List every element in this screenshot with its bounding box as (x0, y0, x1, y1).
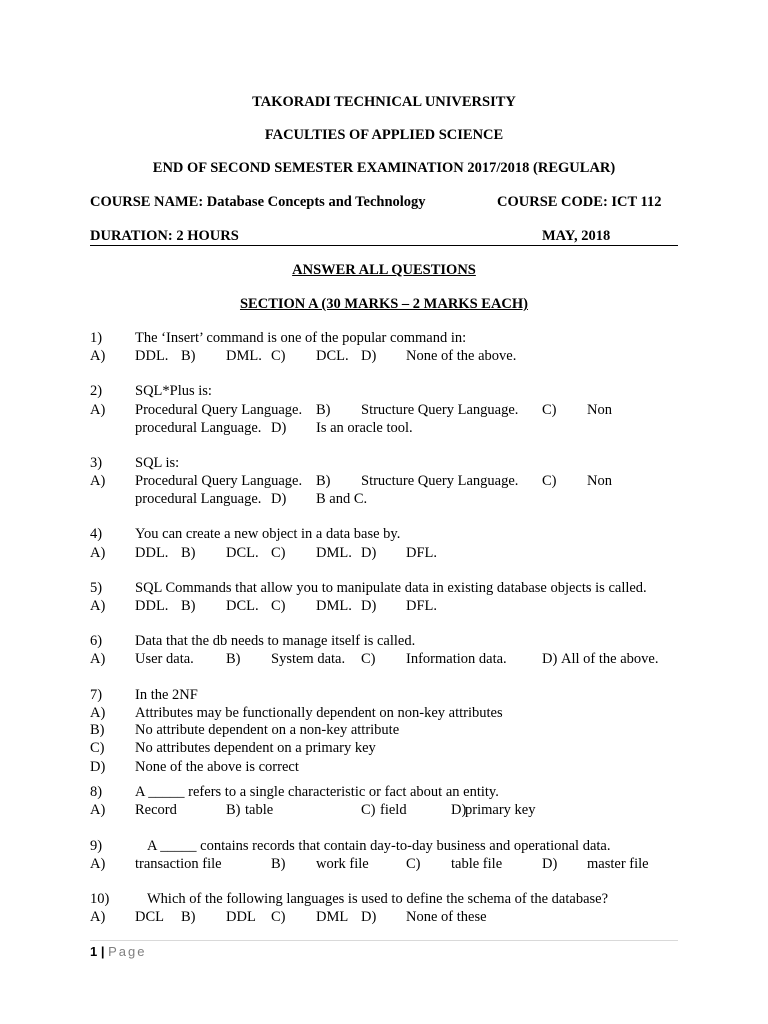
option-text: None of the above. (406, 348, 517, 364)
university-title: TAKORADI TECHNICAL UNIVERSITY (252, 94, 516, 110)
option-label: B) (181, 545, 196, 561)
option-label: A) (90, 802, 106, 818)
option-label: D) (361, 348, 377, 364)
option-label: D) (271, 420, 287, 436)
option-label: B) (271, 856, 286, 872)
option-text: DDL (226, 909, 256, 925)
option-label: C) (361, 651, 376, 667)
option-label: C) (406, 856, 421, 872)
option-text: table file (451, 856, 503, 872)
question-text: The ‘Insert’ command is one of the popular command in: (135, 330, 467, 346)
option-text: field (380, 802, 407, 818)
option-label: B) (181, 909, 196, 925)
question-number: 9) (90, 838, 103, 854)
option-label: D) (90, 759, 106, 775)
option-label: A) (90, 402, 106, 418)
option-text: Non (587, 402, 612, 418)
option-text: Is an oracle tool. (316, 420, 413, 436)
option-label: A) (90, 651, 106, 667)
option-label: D) (542, 651, 558, 667)
option-label: D) (271, 491, 287, 507)
option-label: A) (90, 348, 106, 364)
option-label: C) (361, 802, 376, 818)
question-text: A _____ contains records that contain day-to-day business and operational data. (147, 838, 611, 854)
option-text: DML. (316, 545, 352, 561)
option-label: D) (361, 909, 377, 925)
duration: DURATION: 2 HOURS (90, 228, 239, 244)
question-number: 4) (90, 526, 103, 542)
question-number: 2) (90, 383, 103, 399)
section-title: SECTION A (30 MARKS – 2 MARKS EACH) (239, 296, 528, 312)
option-label: A) (90, 473, 106, 489)
option-text: primary key (465, 802, 536, 818)
option-text: DML. (316, 598, 352, 614)
option-text: DDL. (135, 348, 169, 364)
question-number: 8) (90, 784, 103, 800)
header-divider (90, 245, 678, 246)
option-label: C) (542, 473, 557, 489)
question-text: Which of the following languages is used to define the schema of the database? (147, 891, 609, 907)
option-label: A) (90, 705, 106, 721)
page-label: Page (108, 944, 147, 959)
option-text: master file (587, 856, 649, 872)
option-label: C) (542, 402, 557, 418)
option-label: D) (361, 545, 377, 561)
option-text: Attributes may be functionally dependent on non-key attributes (135, 705, 503, 721)
option-label: B) (90, 722, 105, 738)
option-label: B) (181, 598, 196, 614)
option-text: procedural Language. (135, 491, 262, 507)
option-label: B) (316, 402, 331, 418)
question-text: In the 2NF (135, 687, 198, 703)
option-text: B and C. (316, 491, 368, 507)
question-number: 10) (90, 891, 110, 907)
question-text: SQL*Plus is: (135, 383, 212, 399)
option-text: Record (135, 802, 177, 818)
option-text: DDL. (135, 598, 169, 614)
question-text: Data that the db needs to manage itself is called. (135, 633, 416, 649)
option-label: D) (451, 802, 467, 818)
option-text: DML. (226, 348, 262, 364)
page-number: 1 (90, 944, 98, 959)
option-text: DCL. (316, 348, 349, 364)
option-label: C) (90, 740, 105, 756)
option-label: C) (271, 909, 286, 925)
option-label: C) (271, 598, 286, 614)
option-text: DDL. (135, 545, 169, 561)
option-text: Procedural Query Language. (135, 473, 303, 489)
option-label: A) (90, 545, 106, 561)
option-text: None of these (406, 909, 487, 925)
question-text: SQL is: (135, 455, 180, 471)
option-text: table (245, 802, 274, 818)
footer-separator: | (100, 944, 105, 959)
question-number: 7) (90, 687, 103, 703)
option-label: A) (90, 598, 106, 614)
option-label: C) (271, 545, 286, 561)
option-label: B) (181, 348, 196, 364)
exam-title: END OF SECOND SEMESTER EXAMINATION 2017/2018 (REGULAR) (152, 160, 616, 176)
question-number: 5) (90, 580, 103, 596)
page-footer (90, 944, 147, 959)
question-text: A _____ refers to a single characteristic or fact about an entity. (135, 784, 499, 800)
question-text: SQL Commands that allow you to manipulate data in existing database objects is called. (135, 580, 647, 596)
option-text: DML (316, 909, 349, 925)
option-label: D) (361, 598, 377, 614)
option-text: DCL. (226, 545, 259, 561)
option-text: DFL. (406, 598, 438, 614)
option-label: A) (90, 856, 106, 872)
option-text: Procedural Query Language. (135, 402, 303, 418)
option-label: B) (316, 473, 331, 489)
question-number: 6) (90, 633, 103, 649)
exam-date: MAY, 2018 (542, 228, 611, 244)
option-text: Structure Query Language. (361, 473, 519, 489)
option-text: DCL (135, 909, 164, 925)
option-text: procedural Language. (135, 420, 262, 436)
option-text: DCL. (226, 598, 259, 614)
question-number: 1) (90, 330, 103, 346)
instructions: ANSWER ALL QUESTIONS (292, 262, 476, 278)
option-text: Structure Query Language. (361, 402, 519, 418)
option-text: No attributes dependent on a primary key (135, 740, 376, 756)
option-label: C) (271, 348, 286, 364)
option-label: B) (226, 802, 241, 818)
option-text: Information data. (406, 651, 507, 667)
option-text: work file (316, 856, 369, 872)
question-text: You can create a new object in a data base by. (135, 526, 401, 542)
option-text: Non (587, 473, 612, 489)
option-text: All of the above. (561, 651, 659, 667)
option-label: A) (90, 909, 106, 925)
option-text: transaction file (135, 856, 222, 872)
course-name: COURSE NAME: Database Concepts and Technology (90, 194, 426, 210)
option-text: None of the above is correct (135, 759, 299, 775)
option-text: No attribute dependent on a non-key attribute (135, 722, 400, 738)
footer-divider (90, 940, 678, 941)
option-label: B) (226, 651, 241, 667)
option-label: D) (542, 856, 558, 872)
option-text: User data. (135, 651, 194, 667)
option-text: System data. (271, 651, 346, 667)
question-number: 3) (90, 455, 103, 471)
option-text: DFL. (406, 545, 438, 561)
course-code: COURSE CODE: ICT 112 (497, 194, 662, 210)
faculty-title: FACULTIES OF APPLIED SCIENCE (264, 127, 504, 143)
